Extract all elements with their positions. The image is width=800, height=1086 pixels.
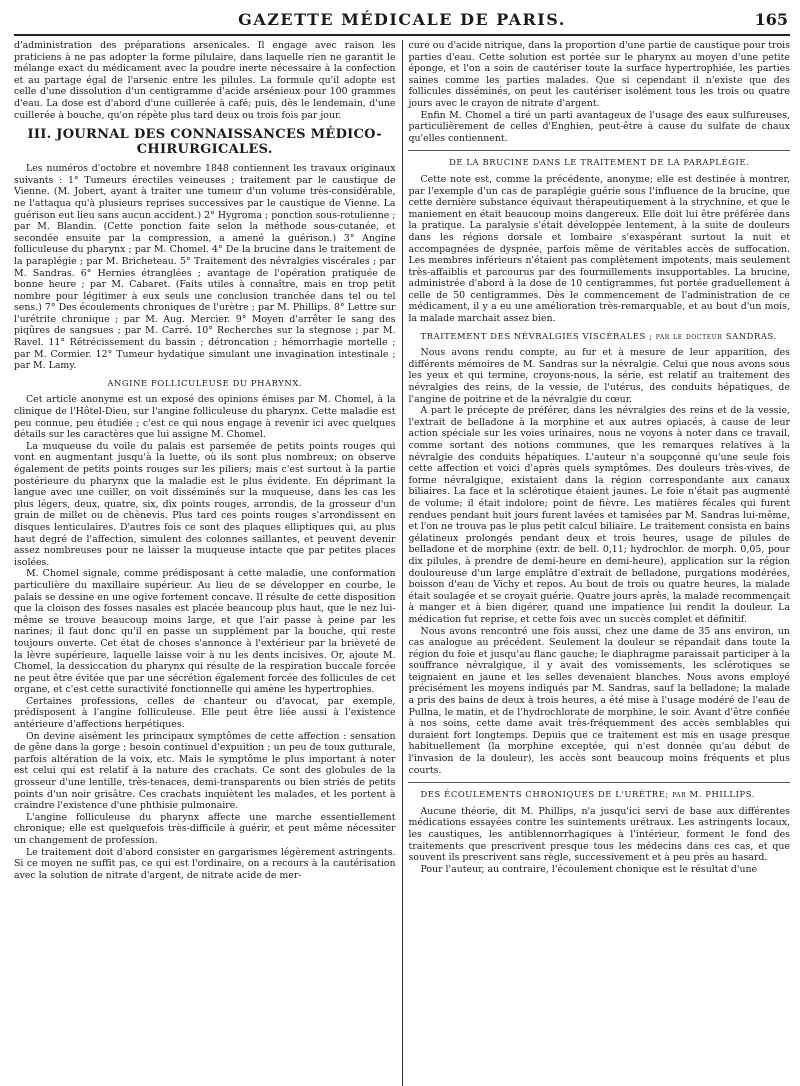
paragraph: M. Chomel signale, comme prédisposant à cette maladie, une conformation particulière du maxillaire supérieur. Au lieu de se développer en courbe, le palais se dessine en une ogive fortement concave. Il résulte de cette disposition que la cloison des fosses nasales est placée beaucoup plus haut, que le nez lui-même se trouve beaucoup moins large, et que l'air passe à peine par les narines; il faut donc qu'il en passe un supplément par la bouche, qui reste toujours ouverte. Cet état de choses s'annonce à l'extérieur par la brièveté de la lèvre supérieure, laquelle laisse voir à nu les dents incisives. Or, ajoute M. Chomel, la dessiccation du pharynx qui résulte de la respiration buccale forcée ne peut être évitée que par une sécrétion également forcée des follicules de cet organe, et c'est cette suractivité fonctionnelle qui amène les hypertrophies.	[14, 568, 396, 696]
paragraph: cure ou d'acide nitrique, dans la proportion d'une partie de caustique pour trois parties d'eau. Cette solution est portée sur le pharynx au moyen d'une petite éponge, et l'on a soin de cautériser toute la surface hypertrophiée, les parties saines comme les parties malades. Que si cependant il n'existe que des follicules disséminés, on peut les cautériser isolément tous les trois ou quatre jours avec le crayon de nitrate d'argent.	[408, 40, 790, 109]
journal-title: GAZETTE MÉDICALE DE PARIS.	[238, 10, 566, 29]
paragraph: Aucune théorie, dit M. Phillips, n'a jusqu'ici servi de base aux différentes médications essayées contre les suintements urétraux. Les astringents locaux, les caustiques, les antiblennorrhagiques à l'intérieur, forment le fond des traitements que prescrivent presque tous les médecins dans ces cas, et que souvent ils prescrivent sans règle, successivement et à peu près au hasard.	[408, 805, 790, 864]
paragraph: Nous avons rendu compte, au fur et à mesure de leur apparition, des différents mémoires de M. Sandras sur la névralgie. Celui que nous avons sous les yeux et qui termine, croyons-nous, la série, est relatif au traitement des névralgies des reins, de la vessie, de l'utérus, des conduits hépatiques, de l'angine de poitrine et de la névralgie du cœur.	[408, 347, 790, 405]
divider	[408, 782, 790, 783]
right-column	[402, 40, 790, 1086]
section-title: III. JOURNAL DES CONNAISSANCES MÉDICO-CHIRURGICALES.	[27, 127, 382, 158]
paragraph: A part le précepte de préférer, dans les névralgies des reins et de la vessie, l'extrait de belladone à la morphine et aux autres opiacés, à cause de leur action spéciale sur les voies urinaires, nous ne voyons à noter dans ce travail, comme sortant des notions communes, que les remarques relatives à la névralgie des conduits hépatiques. L'auteur n'a soupçonné qu'une seule fois cette affection et voici d'après quels symptômes. Des douleurs très-vives, de forme névralgique, existaient dans la région correspondante aux canaux biliaires. La face et la sclérotique étaient jaunes. Le foie n'était pas augmenté de volume; il était indolore; point de fièvre. Les matières fécales qui furent rendues pendant huit jours furent lavées et tamisées par M. Sandras lui-même, et l'on ne trouva pas le plus petit calcul biliaire. Le traitement consista en bains gélatineux prolongés pendant deux et trois heures, usage de pilules de belladone et de morphine (extr. de bell. 0,11; hydrochlor. de morph. 0,05, pour dix pilules, à prendre de demi-heure en demi-heure), application sur la région douloureuse d'un large emplâtre d'extrait de belladone, purgations modérées, boisson d'eau de Vichy et repos. Au bout de trois ou quatre heures, la malade était soulagée et se croyait guérie. Quatre jours après, la malade recommençait à manger et à bien digérer, quand une impatience lui rendit la douleur. La médication fut reprise, et cette fois avec un succès complet et définitif.	[408, 405, 790, 625]
columns	[14, 40, 790, 1086]
subsection-title: DE LA BRUCINE DANS LE TRAITEMENT DE LA PARAPLÉGIE.	[449, 157, 750, 168]
paragraph: Pour l'auteur, au contraire, l'écoulement chonique est le résultat d'une	[420, 863, 758, 875]
paragraph: Cet article anonyme est un exposé des opinions émises par M. Chomel, à la clinique de l'Hôtel-Dieu, sur l'angine folliculeuse du pharynx. Cette maladie est peu connue, peu étudiée ; c'est ce qui nous engage à revenir ici avec quelques détails sur les caractères que lui assigne M. Chomel.	[14, 394, 396, 441]
subsection-title: TRAITEMENT DES NÉVRALGIES VISCÉRALES ; par le docteur SANDRAS.	[420, 330, 777, 341]
paragraph: d'administration des préparations arsenicales. Il engage avec raison les praticiens à ne pas adopter la forme pilulaire, dans laquelle rien ne garantit le mélange exact du médicament avec la poudre inerte nécessaire à la confection et au partage égal de l'arsenic entre les pilules. La formule qu'il adopte est celle d'une dissolution d'un centigramme d'acide arsénieux pour 100 grammes d'eau. La dose est d'abord d'une cuillerée à café; puis, dès le lendemain, d'une cuillerée à bouche, qu'on répète plus tard deux ou trois fois par jour.	[14, 40, 396, 121]
paragraph: Cette note est, comme la précédente, anonyme; elle est destinée à montrer, par l'exemple d'un cas de paraplégie guérie sous l'influence de la brucine, que cette dernière substance équivaut thérapeutiquement à la strychnine, et que le maniement en était beaucoup moins dangereux. Elle doit lui être préférée dans la pratique. La paralysie s'était développée lentement, à la suite de douleurs dans les régions dorsale et lombaire s'exaspérant surtout la nuit et accompagnées de dyspnée, parfois même de véritables accès de suffocation. Les membres inférieurs n'étaient pas complètement impotents, mais seulement très-affaiblis et parcourus par des fourmillements insupportables. La brucine, administrée d'abord à la dose de 10 centigrammes, fut portée graduellement à celle de 50 centigrammes. Dès le commencement de l'administration de ce médicament, il y a eu une amélioration très-remarquable, et au bout d'un mois, la malade marchait assez bien.	[408, 173, 790, 325]
paragraph: L'angine folliculeuse du pharynx affecte une marche essentiellement chronique; elle est quelquefois très-difficile à guérir, et peut même nécessiter un changement de profession.	[14, 811, 396, 846]
paragraph: Certaines professions, celles de chanteur ou d'avocat, par exemple, prédisposent à l'angine folliculeuse. Elle peut être liée aussi à l'existence antérieure d'affections herpétiques.	[14, 695, 396, 731]
running-header	[14, 8, 790, 36]
divider	[408, 150, 790, 151]
subsection-title: ANGINE FOLLICULEUSE DU PHARYNX.	[107, 377, 303, 388]
subsection-title: DES ÉCOULEMENTS CHRONIQUES DE L'URÈTRE; par M. PHILLIPS.	[420, 789, 756, 800]
paragraph: Le traitement doit d'abord consister en gargarismes légèrement astringents. Si ce moyen ne suffit pas, ce qui est l'ordinaire, on a recours à la cautérisation avec la solution de nitrate d'argent, de nitrate acide de mer-	[14, 846, 396, 881]
paragraph: On devine aisément les principaux symptômes de cette affection : sensation de gêne dans la gorge ; besoin continuel d'expuition ; un peu de toux gutturale, parfois altération de la voix, etc. Mais le symptôme le plus important à noter est celui qui est relatif à la nature des crachats. Ce sont des globules de la grosseur d'une lentille, très-tenaces, demi-transparents ou bien striés de petits points d'un noir grisâtre. Ces crachats inquiètent les malades, et les portent à craindre l'existence d'une phthisie pulmonaire.	[14, 730, 396, 812]
page-number: 165	[754, 10, 788, 29]
left-column	[14, 40, 402, 1086]
paragraph: Enfin M. Chomel a tiré un parti avantageux de l'usage des eaux sulfureuses, particulièrement de celles d'Enghien, peut-être à cause du sulfate de chaux qu'elles contiennent.	[408, 109, 790, 144]
paragraph: La muqueuse du voile du palais est parsemée de petits points rouges qui vont en augmentant jusqu'à la luette, où ils sont plus nombreux; on observe également de petits points rouges sur les piliers; mais c'est surtout à la partie postérieure du pharynx que la maladie est le plus évidente. En déprimant la langue avec une cuiller, on voit disséminés sur la muqueuse, dans les cas les plus légers, deux, quatre, six, dix points rouges, arrondis, de la grosseur d'un grain de millet ou de chènevis. Plus tard ces points rouges s'arrondissent en disques lenticulaires. D'autres fois ce sont des plaques elliptiques qui, au plus haut degré de l'affection, simulent des colonnes saillantes, et peuvent devenir assez nombreuses pour ne laisser la muqueuse intacte que par petites places isolées.	[14, 440, 396, 568]
paragraph: Les numéros d'octobre et novembre 1848 contiennent les travaux originaux suivants : 1° Tumeurs érectiles veineuses ; traitement par le caustique de Vienne. (M. Jobert, ayant à traiter une tumeur d'un volume très-considérable, ne l'attaqua qu'à plusieurs reprises successives par le caustique de Vienne. La guérison eut lieu sans aucun accident.) 2° Hygroma ; ponction sous-rotulienne ; par M. Blandin. (Cette ponction faite selon la méthode sous-cutanée, et secondée ensuite par la compression, a amené la guérison.) 3° Angine folliculeuse du pharynx ; par M. Chomel. 4° De la brucine dans le traitement de la paraplégie ; par M. Bricheteau. 5° Traitement des névralgies viscérales ; par M. Sandras. 6° Hernies étranglées ; avantage de l'opération pratiquée de bonne heure ; par M. Cabaret. (Faits utiles à connaître, mais en trop petit nombre pour légitimer à eux seuls une conclusion tranchée dans tel ou tel sens.) 7° Des écoulements chroniques de l'urètre ; par M. Phillips. 8° Lettre sur l'urétrite chronique ; par M. Aug. Mercier. 9° Moyen d'arrêter le sang des piqûres de sangsues ; par M. Carré. 10° Recherches sur la stegnose ; par M. Ravel. 11° Rétrécissement du bassin ; détroncation ; hémorrhagie mortelle ; par M. Cormier. 12° Tumeur hydatique simulant une invagination intestinale ; par M. Lamy.	[14, 163, 396, 372]
paragraph: Nous avons rencontré une fois aussi, chez une dame de 35 ans environ, un cas analogue au précédent. Seulement la douleur se répandait dans toute la région du foie et jusqu'au flanc gauche; le diaphragme paraissait participer à la souffrance névralgique, il y avait des vomissements, les sclérotiques se teignaient en jaune et les selles devenaient blanches. Nous avons employé précisément les moyens indiqués par M. Sandras, sauf la belladone; la malade a pris des bains de deux à trois heures, a été mise à l'usage modéré de l'eau de Pullna, le matin, et de l'hydrochlorate de morphine, le soir. Avant d'être confiée à nos soins, cette dame avait très-fréquemment des accès semblables qui duraient fort longtemps. Depuis que ce traitement est mis en usage presque habituellement (la morphine exceptée, qui n'est donnée qu'au début de l'invasion de la douleur), les accès sont beaucoup moins fréquents et plus courts.	[408, 625, 790, 776]
